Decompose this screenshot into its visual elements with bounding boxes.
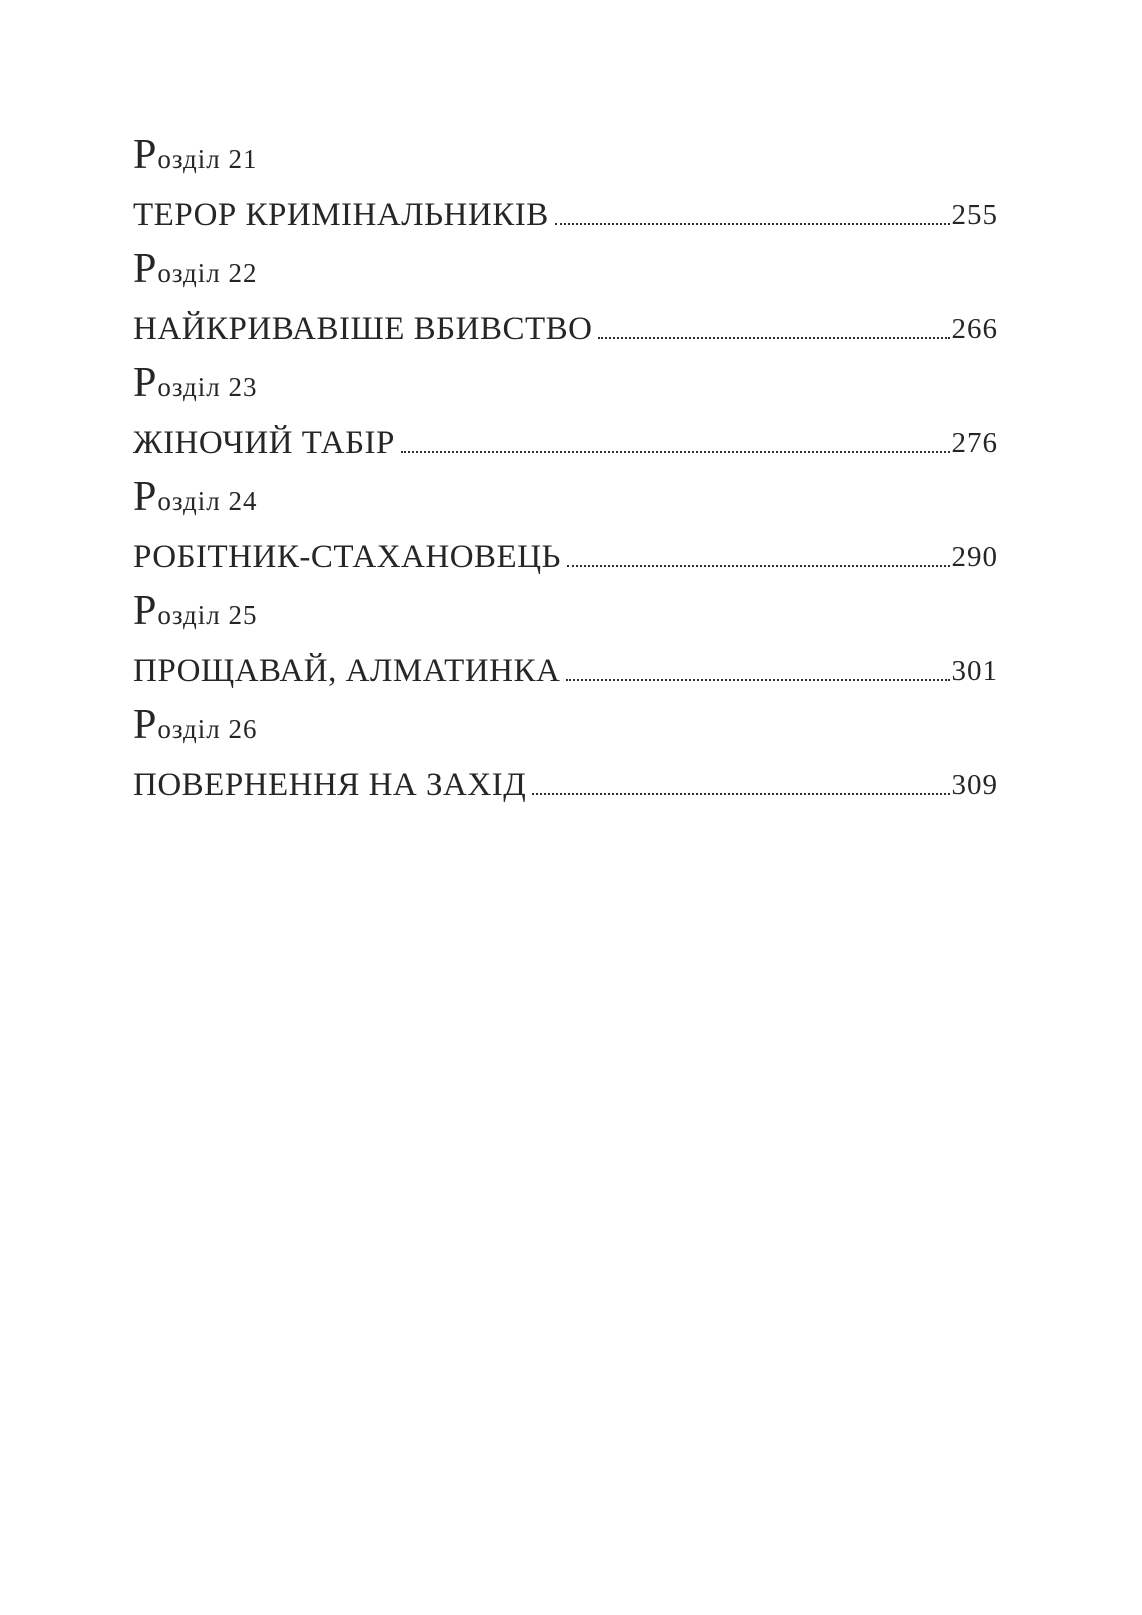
toc-entry [133,132,998,235]
toc-entry [133,246,998,349]
toc-title-row [133,195,998,235]
chapter-label: Розділ 23 [133,360,258,406]
page-number: 255 [951,199,998,231]
toc-title-row [133,651,998,691]
toc-entry [133,474,998,577]
toc-title-row [133,537,998,577]
chapter-label: Розділ 22 [133,246,258,292]
page-number: 309 [951,769,998,801]
toc-title-row [133,309,998,349]
dot-leader [566,679,949,681]
chapter-title: НАЙКРИВАВІШЕ ВБИВСТВО [133,311,593,347]
chapter-label: Розділ 26 [133,702,258,748]
toc-entry [133,702,998,805]
page-number: 290 [951,541,998,573]
page-number: 276 [951,427,998,459]
chapter-title: РОБІТНИК-СТАХАНОВЕЦЬ [133,539,561,575]
page-number: 301 [951,655,998,687]
page-number: 266 [951,313,998,345]
chapter-label: Розділ 21 [133,132,258,178]
toc-entry [133,360,998,463]
toc-title-row [133,765,998,805]
table-of-contents [133,132,998,823]
dot-leader [567,565,950,567]
chapter-title: ТЕРОР КРИМІНАЛЬНИКІВ [133,197,549,233]
dot-leader [598,337,949,339]
toc-entry [133,588,998,691]
chapter-title: ПРОЩАВАЙ, АЛМАТИНКА [133,653,561,689]
dot-leader [555,223,950,225]
chapter-title: ПОВЕРНЕННЯ НА ЗАХІД [133,767,527,803]
chapter-title: ЖІНОЧИЙ ТАБІР [133,425,395,461]
toc-title-row [133,423,998,463]
dot-leader [532,793,949,795]
chapter-label: Розділ 24 [133,474,258,520]
dot-leader [401,451,950,453]
chapter-label: Розділ 25 [133,588,258,634]
